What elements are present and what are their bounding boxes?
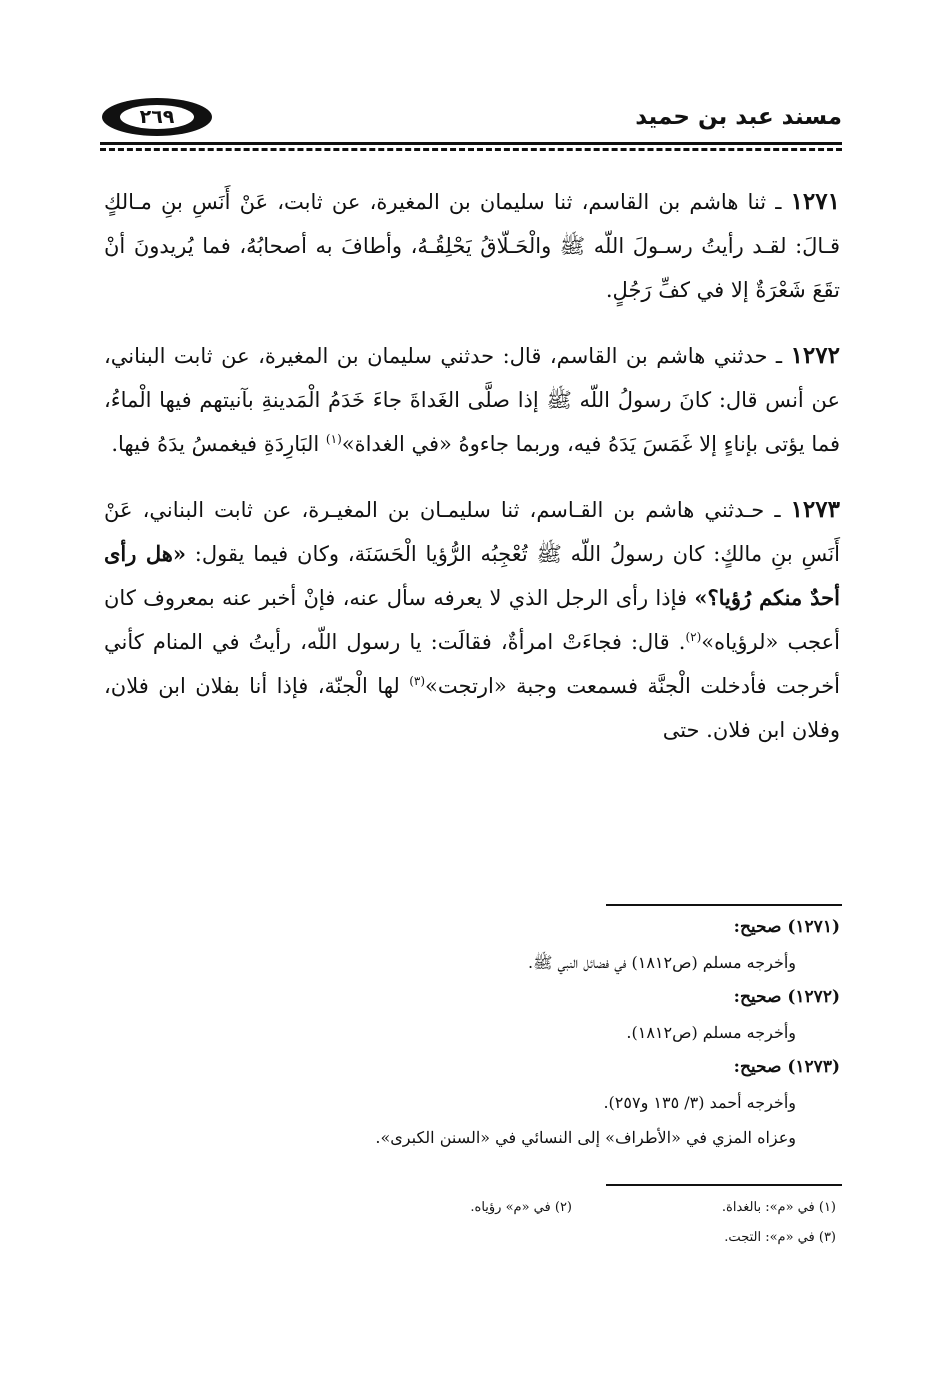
note-heading: (١٢٧٣) صحيح:	[733, 1057, 840, 1077]
footnote-3: (٣) في «م»: التجت.	[724, 1230, 836, 1245]
footnote-ref: (٣)	[409, 674, 426, 688]
footnote-1: (١) في «م»: بالغداة.	[721, 1200, 836, 1215]
hadith-1272	[104, 334, 840, 466]
hadith-number: ١٢٧٣	[790, 496, 840, 523]
prophet-quote: «هل رأى أحدٌ منكم رُؤيا؟»	[104, 541, 840, 610]
hadith-text: ـ حدثني هاشم بن القاسم، قال: حدثني سليمان بن المغيرة، عن ثابت البناني، عن أنس قال: كانَ رسولُ اللّه ﷺ إذا صلَّى الغَداةَ جاءَ خَدَمُ الْمَدينةِ بآنيتهم فيها الْماءُ، فما يؤتى بإناءٍ إلا غَمَسَ يَدَهُ فيه، وربما جاءوهُ «في الغداة»	[104, 344, 840, 456]
note-line: وأخرجه مسلم (ص١٨١٢).	[626, 1023, 796, 1042]
note-heading: (١٢٧٢) صحيح:	[733, 987, 840, 1007]
header-divider	[100, 142, 842, 152]
hadith-text-2: فإذا رأى الرجل الذي لا يعرفه سأل عنه، فإنْ أخبر عنه بمعروف كان أعجب «لرؤياه»	[104, 586, 840, 654]
hadith-text-continued: البَارِدَةِ فيغمسُ يدَهُ فيها.	[111, 432, 326, 456]
page-number-badge	[102, 98, 212, 136]
hadith-text: ـ حـدثني هاشم بن القـاسم، ثنا سليمـان بن المغيـرة، عن ثابت البناني، عَنْ أَنَسِ بنِ مالكٍ: كان رسولُ اللّه ﷺ تُعْجِبُه الرُّؤيا الْحَسَنَة، وكان فيما يقول:	[104, 498, 841, 566]
page-number: ٢٦٩	[120, 105, 194, 129]
header-rule-dashed	[100, 148, 842, 151]
footnote-row	[104, 1193, 840, 1223]
note-line: وأخرجه مسلم (ص١٨١٢) في فضائل النبي ﷺ.	[528, 953, 796, 972]
footnote-2: (٢) في «م» رؤياه.	[470, 1200, 572, 1215]
notes-divider	[606, 904, 842, 906]
hadith-text-3: . قال: فجاءَتْ امرأةٌ، فقالَت: يا رسول اللّه، رأيتُ في المنام كأني أخرجت فأدخلت الْجنَّة فسمعت وجبة «ارتجت»	[104, 630, 841, 698]
page-header	[100, 98, 842, 148]
header-rule-solid	[100, 142, 842, 145]
footnote-row	[104, 1223, 840, 1253]
note-line: وأخرجه أحمد (٣/ ١٣٥ و٢٥٧).	[603, 1093, 796, 1112]
note-1273	[104, 1050, 840, 1155]
footnote-ref: (١)	[325, 432, 342, 446]
hadith-number: ١٢٧٢	[790, 342, 840, 369]
hadith-1273	[104, 488, 840, 752]
book-title: مسند عبد بن حميد	[635, 104, 842, 130]
note-line: وعزاه المزي في «الأطراف» إلى النسائي في «السنن الكبرى».	[375, 1128, 796, 1147]
hadith-text-4: لها الْجنّة، فإذا أنا بفلان ابن فلان، وفلان ابن فلان. حتى	[104, 674, 840, 742]
hadith-number: ١٢٧١	[790, 188, 840, 215]
footnotes-divider	[606, 1184, 842, 1186]
takhrij-notes	[104, 910, 840, 1155]
hadith-1271	[104, 180, 840, 312]
main-text	[104, 180, 840, 774]
footnotes	[104, 1193, 840, 1253]
note-heading: (١٢٧١) صحيح:	[733, 917, 840, 937]
hadith-text: ـ ثنا هاشم بن القاسم، ثنا سليمان بن المغيرة، عن ثابت، عَنْ أَنَسِ بنِ مـالكٍ قـالَ: لقـد رأيتُ رسـولَ اللّه ﷺ والْحَـلّاقُ يَحْلِقُـهُ، وأطافَ به أصحابُهُ، فما يُريدونَ أنْ تقَعَ شَعْرَةٌ إلا في كفِّ رَجُلٍ.	[104, 190, 840, 302]
note-1271	[104, 910, 840, 980]
footnote-ref: (٢)	[685, 630, 702, 644]
note-1272	[104, 980, 840, 1050]
